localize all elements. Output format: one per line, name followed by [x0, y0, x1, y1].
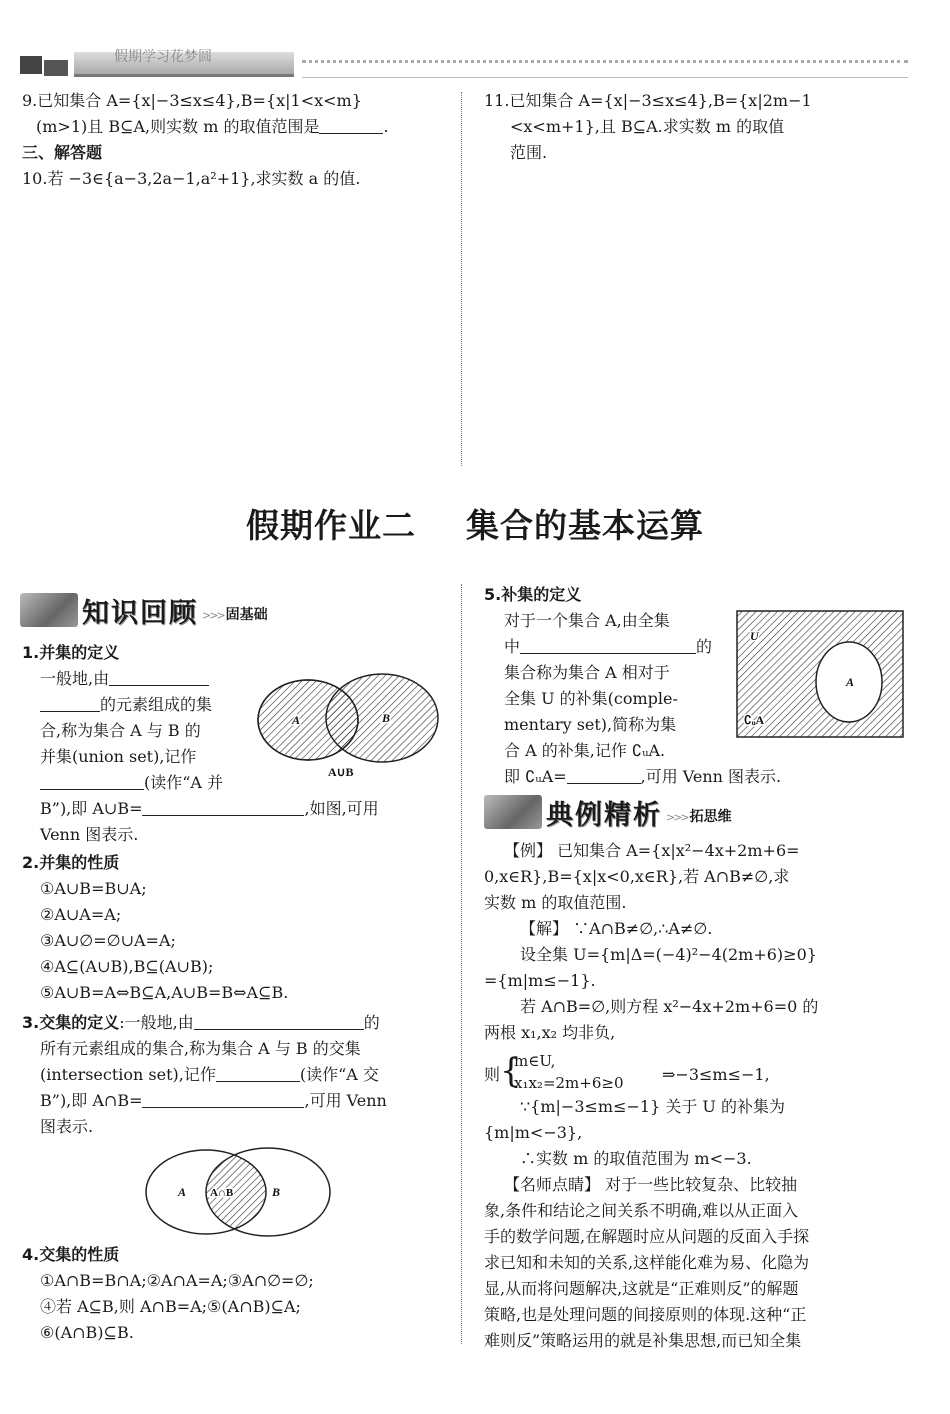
union-venn-label-a: A: [292, 713, 301, 727]
q11-line2: <x<m+1},且 B⊆A.求实数 m 的取值: [510, 117, 785, 136]
inter-line2: 所有元素组成的集合,称为集合 A 与 B 的交集: [40, 1039, 361, 1058]
tip-line-6: 策略,也是处理问题的间接原则的体现.这种“正: [484, 1305, 807, 1324]
union-text-2: 的元素组成的集: [100, 695, 213, 714]
header-faded-text: 假期学习花梦圆: [114, 49, 212, 65]
inter-prop-1: ①A∩B=B∩A;②A∩A=A;③A∩∅=∅;: [40, 1271, 314, 1290]
union-prop-2: ②A∪A=A;: [40, 905, 122, 924]
banner-examples-arrows: >>>: [666, 810, 688, 824]
banner-review-title: 知识回顾: [82, 597, 198, 629]
comp-line2: [504, 634, 712, 660]
tip-line-1: 【名师点睛】 对于一些比较复杂、比较抽: [504, 1175, 798, 1194]
banner-review-image: [20, 593, 78, 627]
example-line-1: 【例】 已知集合 A={x|x²−4x+2m+6=: [504, 841, 800, 860]
banner-examples-image: [484, 795, 542, 829]
banner-review-arrows: >>>: [202, 608, 224, 622]
q11-line3: 范围.: [510, 143, 548, 162]
union-props-heading: 2.并集的性质: [22, 853, 120, 872]
q9-answer-blank[interactable]: [319, 117, 383, 134]
union-text-5: (读作“A 并: [144, 773, 224, 792]
inter-venn-label-mid: A∩B: [210, 1187, 234, 1199]
tip-line-7: 难则反”策略运用的就是补集思想,而已知全集: [484, 1331, 802, 1350]
inter-props-heading: 4.交集的性质: [22, 1245, 120, 1264]
example-line-3: 实数 m 的取值范围.: [484, 893, 627, 912]
page-title: 假期作业二 集合的基本运算: [246, 506, 704, 545]
union-line5: [40, 770, 223, 796]
union-venn-diagram: [254, 672, 444, 782]
q10: 10.若 −3∈{a−3,2a−1,a²+1},求实数 a 的值.: [22, 169, 361, 188]
example-line-8: 两根 x₁,x₂ 均非负,: [484, 1023, 616, 1042]
comp-venn-label-a: A: [846, 675, 855, 689]
union-blank-1b[interactable]: [40, 695, 100, 712]
banner-examples: [484, 794, 732, 830]
tip-line-2: 象,条件和结论之间关系不明确,难以从正面入: [484, 1201, 799, 1220]
header-bar: [14, 49, 908, 78]
union-blank-3[interactable]: [142, 799, 304, 816]
union-line4: 并集(union set),记作: [40, 747, 197, 766]
comp-line7: [504, 764, 781, 790]
example-system-bottom: x₁x₂=2m+6≥0: [514, 1074, 624, 1092]
union-venn-label-b: B: [382, 711, 391, 725]
intersection-venn-diagram: [140, 1146, 336, 1242]
example-line-11: ∴实数 m 的取值范围为 m<−3.: [520, 1149, 752, 1168]
example-system-result: ⇒−3≤m≤−1,: [662, 1065, 770, 1084]
inter-line5: 图表示.: [40, 1117, 94, 1136]
example-system-brace: {: [500, 1051, 522, 1091]
inter-text-4b: ,可用 Venn: [304, 1091, 387, 1110]
banner-examples-title: 典例精析: [546, 799, 662, 831]
q11-line1: 11.已知集合 A={x|−3≤x≤4},B={x|2m−1: [484, 91, 812, 110]
banner-review-sub: 固基础: [225, 607, 268, 623]
comp-venn-label-cua: ∁ᵤA: [744, 713, 765, 727]
q9-text: (m>1)且 B⊆A,则实数 m 的取值范围是: [36, 117, 320, 136]
comp-heading: 5.补集的定义: [484, 585, 582, 604]
section-3-heading: 三、解答题: [22, 143, 103, 162]
inter-line3: [40, 1062, 379, 1088]
example-line-9: ∵{m|−3≤m≤−1} 关于 U 的补集为: [520, 1097, 786, 1116]
tip-line-3: 手的数学问题,在解题时应从问题的反面入手探: [484, 1227, 810, 1246]
inter-blank-1[interactable]: [194, 1013, 364, 1030]
union-prop-4: ④A⊆(A∪B),B⊆(A∪B);: [40, 957, 214, 976]
example-line-10: {m|m<−3},: [484, 1123, 583, 1142]
inter-text-4a: B”),即 A∩B=: [40, 1091, 143, 1110]
union-blank-2[interactable]: [40, 773, 144, 790]
banner-examples-sub: 拓思维: [689, 809, 732, 825]
union-line7: Venn 图表示.: [40, 825, 139, 844]
example-line-7: 若 A∩B=∅,则方程 x²−4x+2m+6=0 的: [520, 997, 819, 1016]
comp-line5: mentary set),简称为集: [504, 715, 677, 734]
comp-blank-1[interactable]: [520, 637, 696, 654]
header-block-2: [44, 60, 68, 76]
union-heading: 1.并集的定义: [22, 643, 120, 662]
q9-period: .: [383, 117, 389, 136]
example-system-top: m∈U,: [514, 1052, 556, 1070]
comp-text-7b: ,可用 Venn 图表示.: [640, 767, 782, 786]
comp-venn-label-u: U: [750, 629, 759, 643]
inter-heading: 3.交集的定义: [22, 1013, 120, 1032]
inter-blank-3[interactable]: [142, 1091, 304, 1108]
inter-venn-label-a: A: [178, 1185, 187, 1199]
comp-line4: 全集 U 的补集(comple-: [504, 689, 678, 708]
comp-text-2a: 中: [504, 637, 521, 656]
example-line-2: 0,x∈R},B={x|x<0,x∈R},若 A∩B≠∅,求: [484, 867, 790, 886]
q9-line1: 9.已知集合 A={x|−3≤x≤4},B={x|1<x<m}: [22, 91, 362, 110]
header-dots: [302, 60, 908, 78]
example-line-5: 设全集 U={m|Δ=(−4)²−4(2m+6)≥0}: [520, 945, 817, 964]
q9-line2: [36, 114, 389, 140]
union-line6: [40, 796, 379, 822]
example-line-6: ={m|m≤−1}.: [484, 971, 596, 990]
union-prop-1: ①A∪B=B∪A;: [40, 879, 147, 898]
inter-blank-2[interactable]: [216, 1065, 300, 1082]
union-text-6a: B”),即 A∪B=: [40, 799, 143, 818]
inter-text-3b: (读作“A 交: [299, 1065, 379, 1084]
complement-venn-diagram: [736, 610, 904, 738]
inter-prop-2: ④若 A⊆B,则 A∩B=A;⑤(A∩B)⊆A;: [40, 1297, 301, 1316]
inter-text-1a: :一般地,由: [119, 1013, 194, 1032]
comp-text-2b: 的: [696, 637, 713, 656]
inter-line1: [22, 1010, 380, 1036]
bottom-divider: [461, 584, 462, 1344]
comp-text-7a: 即 ∁ᵤA=: [504, 767, 567, 786]
tip-line-5: 显,从而将问题解决,这就是“正难则反”的解题: [484, 1279, 799, 1298]
union-blank-1a[interactable]: [109, 669, 209, 686]
union-line1: [40, 666, 209, 692]
union-line2: [40, 692, 212, 718]
comp-blank-2[interactable]: [567, 767, 641, 784]
comp-line1: 对于一个集合 A,由全集: [504, 611, 670, 630]
inter-prop-3: ⑥(A∩B)⊆B.: [40, 1323, 134, 1342]
example-system-prefix: 则: [484, 1065, 501, 1084]
top-divider: [461, 92, 462, 466]
inter-text-3a: (intersection set),记作: [40, 1065, 216, 1084]
union-text-1: 一般地,由: [40, 669, 110, 688]
union-prop-3: ③A∪∅=∅∪A=A;: [40, 931, 176, 950]
union-venn-caption: A∪B: [328, 765, 354, 779]
comp-line6: 合 A 的补集,记作 ∁ᵤA.: [504, 741, 666, 760]
union-prop-5: ⑤A∪B=A⇔B⊆A,A∪B=B⇔A⊆B.: [40, 983, 289, 1002]
banner-review: [20, 592, 268, 628]
union-line3: 合,称为集合 A 与 B 的: [40, 721, 201, 740]
comp-line3: 集合称为集合 A 相对于: [504, 663, 670, 682]
header-block-1: [20, 56, 42, 74]
inter-venn-label-b: B: [272, 1185, 281, 1199]
inter-line4: [40, 1088, 387, 1114]
inter-text-1b: 的: [363, 1013, 380, 1032]
union-text-6b: ,如图,可用: [304, 799, 379, 818]
example-line-4: 【解】 ∵A∩B≠∅,∴A≠∅.: [520, 919, 713, 938]
tip-line-4: 求已知和未知的关系,这样能化难为易、化隐为: [484, 1253, 810, 1272]
